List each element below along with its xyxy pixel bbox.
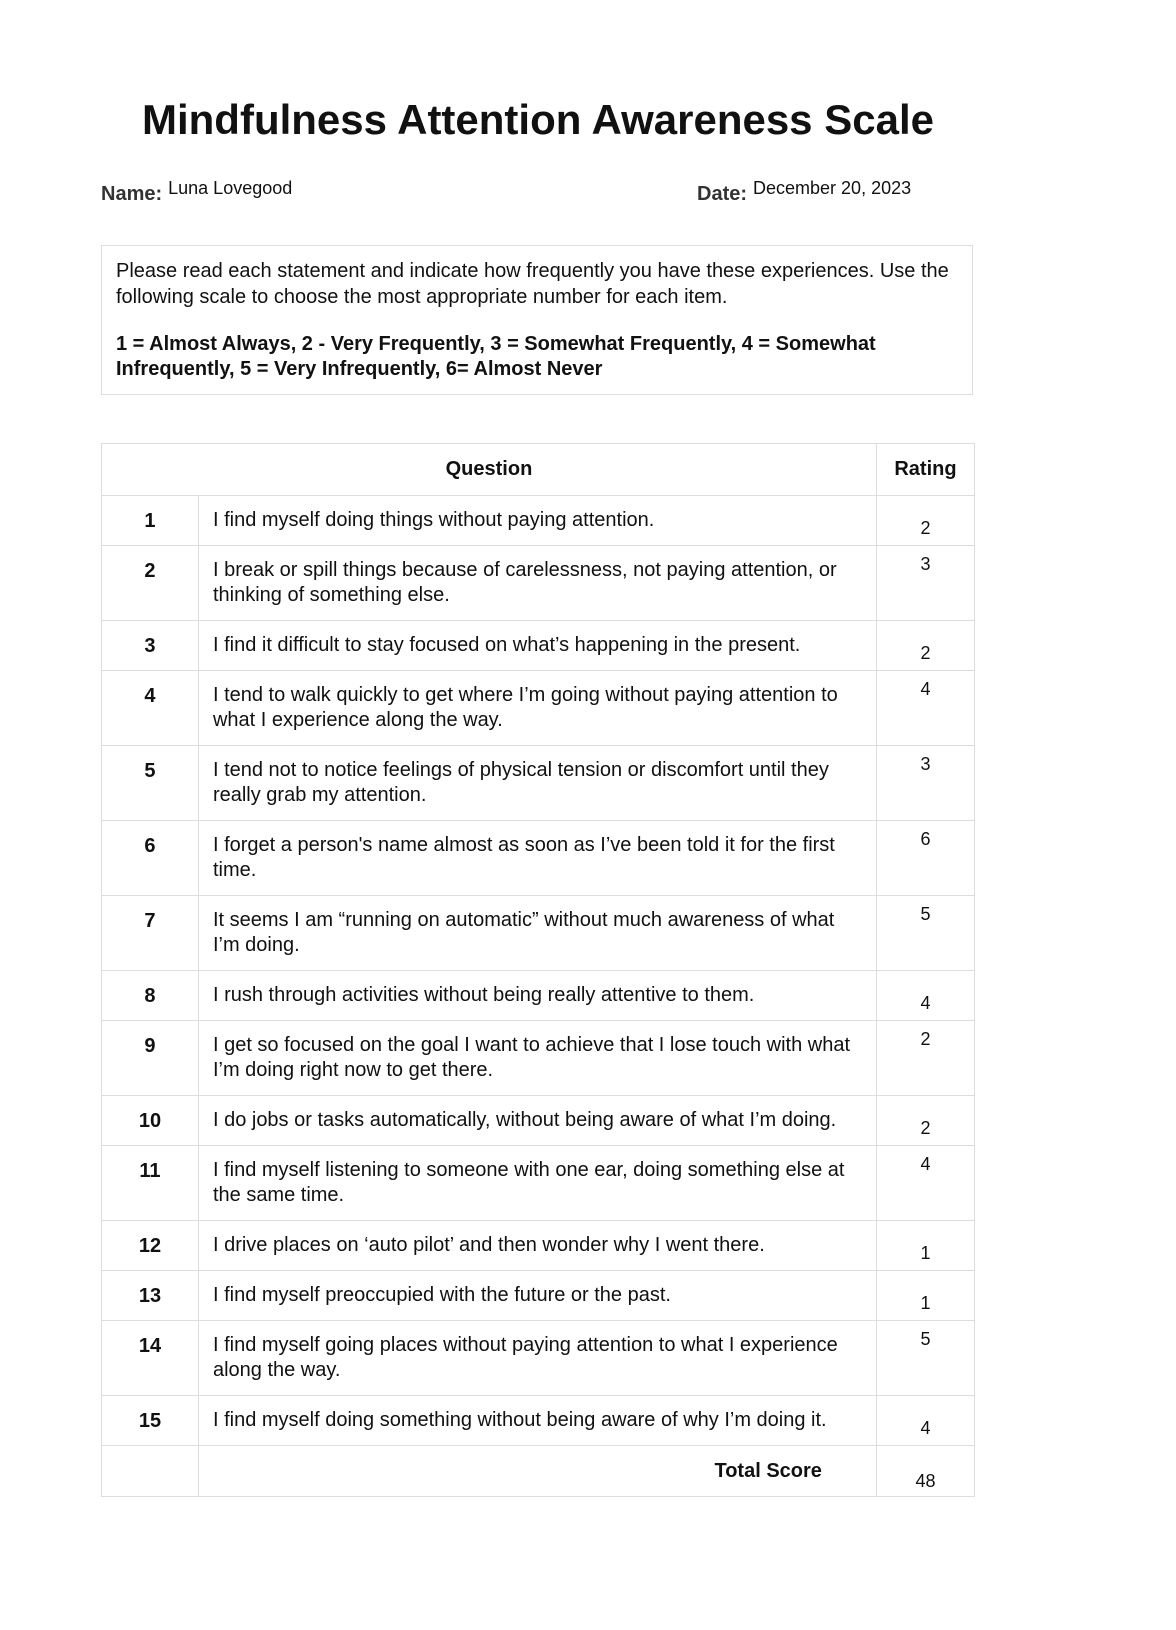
question-text: I tend to walk quickly to get where I’m going without paying attention to what I experience along the way. (198, 671, 876, 746)
table-row (102, 896, 975, 971)
question-text: I get so focused on the goal I want to achieve that I lose touch with what I’m doing right now to get there. (198, 1021, 876, 1096)
date-label: Date: (697, 183, 748, 205)
question-text: I drive places on ‘auto pilot’ and then wonder why I went there. (198, 1221, 876, 1271)
question-number: 7 (102, 896, 199, 971)
date-value: December 20, 2023 (753, 178, 912, 198)
question-number: 15 (102, 1396, 199, 1446)
question-number: 10 (102, 1096, 199, 1146)
rating-value: 1 (876, 1271, 974, 1321)
table-row (102, 1021, 975, 1096)
scale-legend: 1 = Almost Always, 2 - Very Frequently, 3 = Somewhat Frequently, 4 = Somewhat Infrequently, 5 = Very Infrequently, 6= Almost Never (116, 333, 876, 380)
rating-value: 1 (876, 1221, 974, 1271)
total-value: 48 (876, 1446, 974, 1497)
question-number: 8 (102, 971, 199, 1021)
table-row (102, 1271, 975, 1321)
question-text: I do jobs or tasks automatically, without being aware of what I’m doing. (198, 1096, 876, 1146)
rating-value: 2 (876, 496, 974, 546)
rating-value: 5 (876, 1321, 974, 1396)
rating-value: 4 (876, 1396, 974, 1446)
rating-value: 2 (876, 621, 974, 671)
question-number: 6 (102, 821, 199, 896)
question-number: 12 (102, 1221, 199, 1271)
questions-table (101, 443, 975, 1497)
question-number: 4 (102, 671, 199, 746)
table-row (102, 546, 975, 621)
header-question: Question (102, 444, 877, 496)
table-row (102, 496, 975, 546)
question-number: 11 (102, 1146, 199, 1221)
rating-value: 3 (876, 746, 974, 821)
question-text: I break or spill things because of carelessness, not paying attention, or thinking of something else. (198, 546, 876, 621)
rating-value: 4 (876, 971, 974, 1021)
name-field (101, 178, 292, 206)
header-rating: Rating (876, 444, 974, 496)
total-row (102, 1446, 975, 1497)
table-row (102, 746, 975, 821)
page-title: Mindfulness Attention Awareness Scale (142, 96, 934, 143)
table-row (102, 1321, 975, 1396)
question-text: I find myself preoccupied with the future or the past. (198, 1271, 876, 1321)
instructions-text: Please read each statement and indicate how frequently you have these experiences. Use the following scale to choose the most appropriate number for each item. (116, 260, 949, 308)
question-text: I find it difficult to stay focused on what’s happening in the present. (198, 621, 876, 671)
table-row (102, 1396, 975, 1446)
table-row (102, 1221, 975, 1271)
question-text: I forget a person's name almost as soon as I’ve been told it for the first time. (198, 821, 876, 896)
question-text: I find myself going places without paying attention to what I experience along the way. (198, 1321, 876, 1396)
question-text: I find myself doing something without being aware of why I’m doing it. (198, 1396, 876, 1446)
question-text: I find myself doing things without paying attention. (198, 496, 876, 546)
question-number: 9 (102, 1021, 199, 1096)
name-label: Name: (101, 183, 163, 205)
question-number: 1 (102, 496, 199, 546)
rating-value: 4 (876, 671, 974, 746)
rating-value: 2 (876, 1096, 974, 1146)
question-number: 2 (102, 546, 199, 621)
total-empty-cell (102, 1446, 199, 1497)
table-row (102, 971, 975, 1021)
question-number: 5 (102, 746, 199, 821)
instructions-box (101, 245, 973, 395)
rating-value: 6 (876, 821, 974, 896)
name-value: Luna Lovegood (168, 178, 293, 198)
question-text: I tend not to notice feelings of physical tension or discomfort until they really grab my attention. (198, 746, 876, 821)
question-number: 14 (102, 1321, 199, 1396)
total-label: Total Score (198, 1446, 876, 1497)
table-row (102, 621, 975, 671)
table-row (102, 821, 975, 896)
table-row (102, 671, 975, 746)
rating-value: 5 (876, 896, 974, 971)
rating-value: 2 (876, 1021, 974, 1096)
table-header (102, 444, 975, 496)
question-number: 3 (102, 621, 199, 671)
rating-value: 4 (876, 1146, 974, 1221)
table-row (102, 1096, 975, 1146)
question-text: I find myself listening to someone with one ear, doing something else at the same time. (198, 1146, 876, 1221)
rating-value: 3 (876, 546, 974, 621)
date-field (697, 178, 911, 206)
question-number: 13 (102, 1271, 199, 1321)
question-text: I rush through activities without being really attentive to them. (198, 971, 876, 1021)
question-text: It seems I am “running on automatic” without much awareness of what I’m doing. (198, 896, 876, 971)
table-row (102, 1146, 975, 1221)
